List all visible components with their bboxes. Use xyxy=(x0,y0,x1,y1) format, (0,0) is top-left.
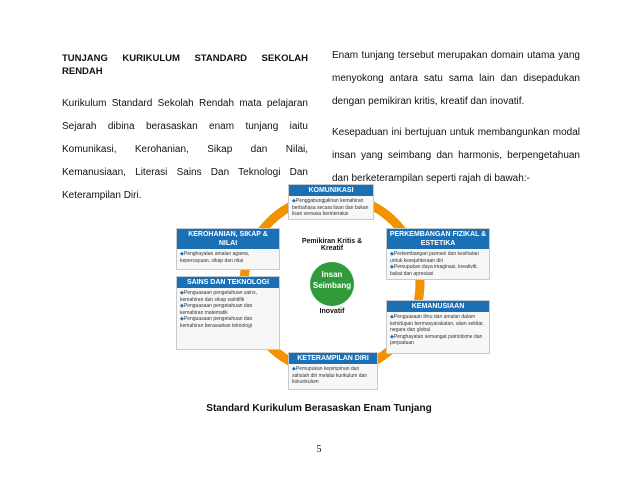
box-keterampilan: KETERAMPILAN DIRI ◆ Pemupukan kepimpinan dan sahsiah diri melalui kurikulum dan kokurikulum xyxy=(288,352,378,390)
six-pillars-diagram xyxy=(172,180,492,392)
box-sains: SAINS DAN TEKNOLOGI ◆ Penguasaan pengetahuan sains, kemahiran dan sikap saintifik ◆ Penguasaan pengetahuan dan kemahiran matematik ◆ Penguasaan pengetahuan dan kemahiran berasaskan teknologi xyxy=(176,276,280,350)
box-komunikasi: KOMUNIKASI ◆ Penggabungjalinan kemahiran berbahasa secara lisan dan bukan lisan semasa berinteraksi xyxy=(288,184,374,220)
arc-top-label: Pemikiran Kritis & Kreatif xyxy=(301,238,363,252)
right-paragraph-1: Enam tunjang tersebut merupakan domain utama yang menyokong antara satu sama lain dan disepadukan dengan pemikiran kritis, kreatif dan inovatif. xyxy=(332,50,580,107)
page-number: 5 xyxy=(316,444,322,455)
right-paragraph-2: Kesepaduan ini bertujuan untuk membangunkan modal insan yang seimbang dan harmonis, berpengetahuan dan berketerampilan seperti rajah di bawah:- xyxy=(332,127,580,184)
center-label: Insan Seimbang xyxy=(312,270,352,290)
box-kemanusiaan: KEMANUSIAAN ◆ Penguasaan ilmu dan amalan dalam kehidupan bermasyarakatan, alam sekitar, negara dan global ◆ Penghayatan semangat patriotisme dan perpaduan xyxy=(386,300,490,354)
arc-bottom-label: Inovatif xyxy=(319,308,345,315)
section-heading: TUNJANG KURIKULUM STANDARD SEKOLAH RENDAH xyxy=(62,53,308,77)
right-column xyxy=(332,44,580,190)
diagram-caption: Standard Kurikulum Berasaskan Enam Tunjang xyxy=(206,403,432,414)
box-kerohanian: KEROHANIAN, SIKAP & NILAI ◆ Penghayatan amalan agama, kepercayaan, sikap dan nilai xyxy=(176,228,280,270)
left-paragraph: Kurikulum Standard Sekolah Rendah mata pelajaran Sejarah dibina berasaskan enam tunjang iaitu Komunikasi, Kerohanian, Sikap dan Nilai, Kemanusiaan, Literasi Sains Dan Teknologi Dan Keterampilan Diri. xyxy=(62,98,308,201)
box-perkembangan: PERKEMBANGAN FIZIKAL & ESTETIKA ◆ Perkembangan jasmani dan kesihatan untuk kesejahteraan diri ◆ Pemupukan daya imaginasi, kreativiti, bakat dan apresiasi xyxy=(386,228,490,280)
